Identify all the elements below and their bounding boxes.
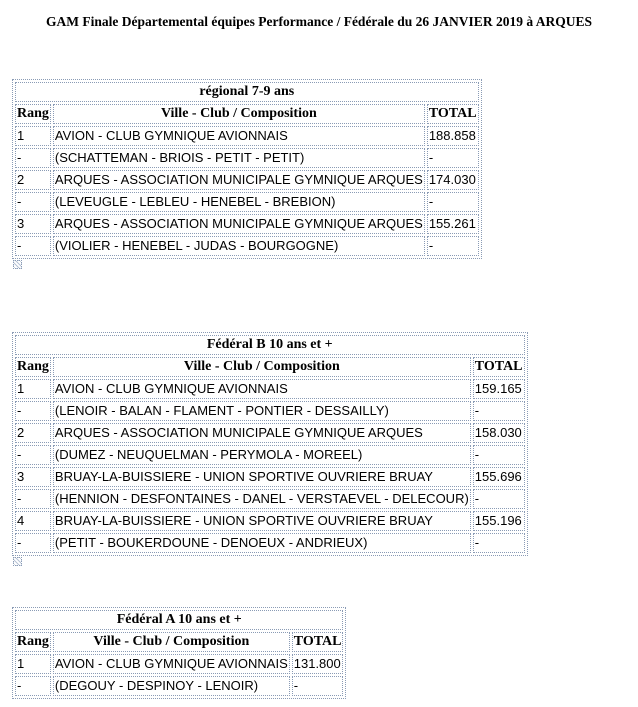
column-header-total: TOTAL	[427, 104, 479, 124]
total-cell: 155.696	[473, 467, 525, 487]
table-row	[15, 214, 479, 234]
rang-cell: 2	[15, 423, 51, 443]
total-cell: -	[473, 489, 525, 509]
table-row	[15, 676, 343, 696]
table-row	[15, 467, 525, 487]
table-resize-handle[interactable]	[13, 557, 22, 566]
table-caption: Fédéral B 10 ans et +	[15, 335, 525, 355]
club-cell: (PETIT - BOUKERDOUNE - DENOEUX - ANDRIEUX)	[53, 533, 471, 553]
rang-cell: 1	[15, 654, 51, 674]
table-row	[15, 423, 525, 443]
table-row	[15, 445, 525, 465]
club-cell: (SCHATTEMAN - BRIOIS - PETIT - PETIT)	[53, 148, 425, 168]
results-block	[12, 332, 528, 566]
club-cell: AVION - CLUB GYMNIQUE AVIONNAIS	[53, 654, 290, 674]
results-table	[12, 332, 528, 556]
rang-cell: 4	[15, 511, 51, 531]
page-title: GAM Finale Départemental équipes Performance / Fédérale du 26 JANVIER 2019 à ARQUES	[46, 14, 592, 29]
total-cell: -	[292, 676, 344, 696]
total-cell: 188.858	[427, 126, 479, 146]
rang-cell: -	[15, 489, 51, 509]
rang-cell: -	[15, 445, 51, 465]
results-table	[12, 607, 346, 699]
total-cell: -	[427, 148, 479, 168]
total-cell: -	[427, 236, 479, 256]
table-row	[15, 192, 479, 212]
club-cell: (VIOLIER - HENEBEL - JUDAS - BOURGOGNE)	[53, 236, 425, 256]
column-header-rang: Rang	[15, 632, 51, 652]
club-cell: BRUAY-LA-BUISSIERE - UNION SPORTIVE OUVRIERE BRUAY	[53, 511, 471, 531]
rang-cell: 2	[15, 170, 51, 190]
rang-cell: 1	[15, 379, 51, 399]
results-table	[12, 79, 482, 259]
club-cell: (HENNION - DESFONTAINES - DANEL - VERSTAEVEL - DELECOUR)	[53, 489, 471, 509]
total-cell: -	[473, 445, 525, 465]
club-cell: AVION - CLUB GYMNIQUE AVIONNAIS	[53, 126, 425, 146]
club-cell: ARQUES - ASSOCIATION MUNICIPALE GYMNIQUE ARQUES	[53, 423, 471, 443]
results-block	[12, 607, 346, 699]
results-block	[12, 79, 482, 269]
table-caption: Fédéral A 10 ans et +	[15, 610, 343, 630]
club-cell: (DUMEZ - NEUQUELMAN - PERYMOLA - MOREEL)	[53, 445, 471, 465]
table-row	[15, 401, 525, 421]
total-cell: 158.030	[473, 423, 525, 443]
rang-cell: -	[15, 676, 51, 696]
club-cell: (LENOIR - BALAN - FLAMENT - PONTIER - DESSAILLY)	[53, 401, 471, 421]
column-header-total: TOTAL	[473, 357, 525, 377]
rang-cell: -	[15, 148, 51, 168]
total-cell: -	[473, 401, 525, 421]
table-row	[15, 379, 525, 399]
club-cell: (LEVEUGLE - LEBLEU - HENEBEL - BREBION)	[53, 192, 425, 212]
table-row	[15, 170, 479, 190]
total-cell: 159.165	[473, 379, 525, 399]
table-row	[15, 126, 479, 146]
club-cell: BRUAY-LA-BUISSIERE - UNION SPORTIVE OUVRIERE BRUAY	[53, 467, 471, 487]
column-header-club: Ville - Club / Composition	[53, 632, 290, 652]
total-cell: -	[473, 533, 525, 553]
rang-cell: -	[15, 533, 51, 553]
column-header-club: Ville - Club / Composition	[53, 357, 471, 377]
rang-cell: 3	[15, 467, 51, 487]
club-cell: (DEGOUY - DESPINOY - LENOIR)	[53, 676, 290, 696]
table-row	[15, 511, 525, 531]
club-cell: ARQUES - ASSOCIATION MUNICIPALE GYMNIQUE ARQUES	[53, 170, 425, 190]
table-row	[15, 654, 343, 674]
total-cell: 155.196	[473, 511, 525, 531]
column-header-club: Ville - Club / Composition	[53, 104, 425, 124]
table-row	[15, 489, 525, 509]
column-header-rang: Rang	[15, 357, 51, 377]
rang-cell: 3	[15, 214, 51, 234]
total-cell: 131.800	[292, 654, 344, 674]
table-resize-handle[interactable]	[13, 260, 22, 269]
column-header-rang: Rang	[15, 104, 51, 124]
table-row	[15, 533, 525, 553]
table-caption: régional 7-9 ans	[15, 82, 479, 102]
total-cell: -	[427, 192, 479, 212]
total-cell: 155.261	[427, 214, 479, 234]
rang-cell: 1	[15, 126, 51, 146]
rang-cell: -	[15, 401, 51, 421]
total-cell: 174.030	[427, 170, 479, 190]
table-row	[15, 236, 479, 256]
rang-cell: -	[15, 192, 51, 212]
rang-cell: -	[15, 236, 51, 256]
club-cell: ARQUES - ASSOCIATION MUNICIPALE GYMNIQUE ARQUES	[53, 214, 425, 234]
column-header-total: TOTAL	[292, 632, 344, 652]
club-cell: AVION - CLUB GYMNIQUE AVIONNAIS	[53, 379, 471, 399]
table-row	[15, 148, 479, 168]
